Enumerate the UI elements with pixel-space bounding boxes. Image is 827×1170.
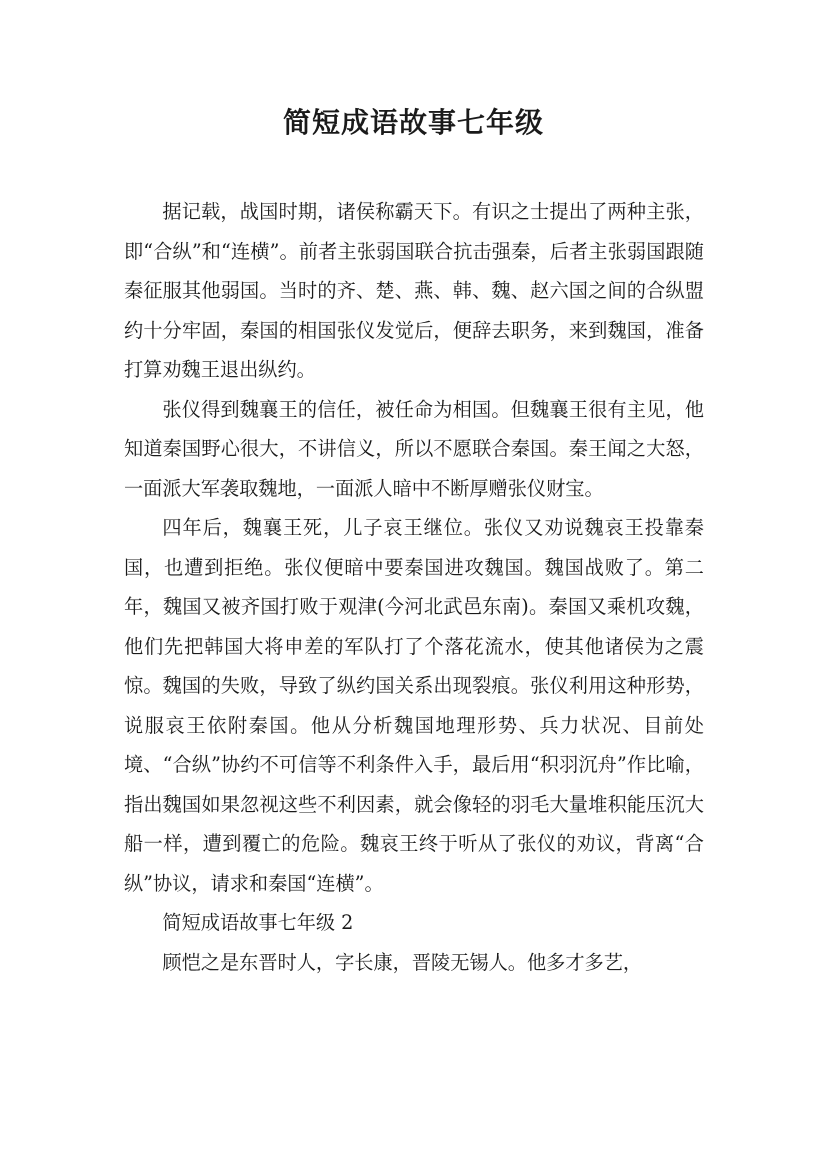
section-subheading: 简短成语故事七年级 2 bbox=[162, 911, 354, 934]
paragraph-1: 据记载，战国时期，诸侯称霸天下。有识之士提出了两种主张，即“合纵”和“连横”。前者主张弱国联合抗击强秦，后者主张弱国跟随秦征服其他弱国。当时的齐、楚、燕、韩、魏、赵六国之间的合纵盟约十分牢固，秦国的相国张仪发觉后，便辞去职务，来到魏国，准备打算劝魏王退出纵约。 bbox=[124, 200, 704, 381]
paragraph-2: 张仪得到魏襄王的信任，被任命为相国。但魏襄王很有主见，他知道秦国野心很大，不讲信义，所以不愿联合秦国。秦王闻之大怒，一面派大军袭取魏地，一面派人暗中不断厚赠张仪财宝。 bbox=[124, 397, 704, 500]
paragraph-3: 四年后，魏襄王死，儿子哀王继位。张仪又劝说魏哀王投靠秦国，也遭到拒绝。张仪便暗中要秦国进攻魏国。魏国战败了。第二年，魏国又被齐国打败于观津(今河北武邑东南)。秦国又乘机攻魏，他们先把韩国大将申差的军队打了个落花流水，使其他诸侯为之震惊。魏国的失败，导致了纵约国关系出现裂痕。张仪利用这种形势，说服哀王依附秦国。他从分析魏国地理形势、兵力状况、目前处境、“合纵”协约不可信等不利条件入手，最后用“积羽沉舟”作比喻，指出魏国如果忽视这些不利因素，就会像轻的羽毛大量堆积能压沉大船一样，遭到覆亡的危险。魏哀王终于听从了张仪的劝议，背离“合纵”协议，请求和秦国“连横”。 bbox=[124, 516, 704, 895]
paragraph-4: 顾恺之是东晋时人，字长康，晋陵无锡人。他多才多艺， bbox=[162, 950, 643, 974]
page-title: 简短成语故事七年级 bbox=[282, 106, 544, 139]
document-body bbox=[124, 192, 704, 982]
